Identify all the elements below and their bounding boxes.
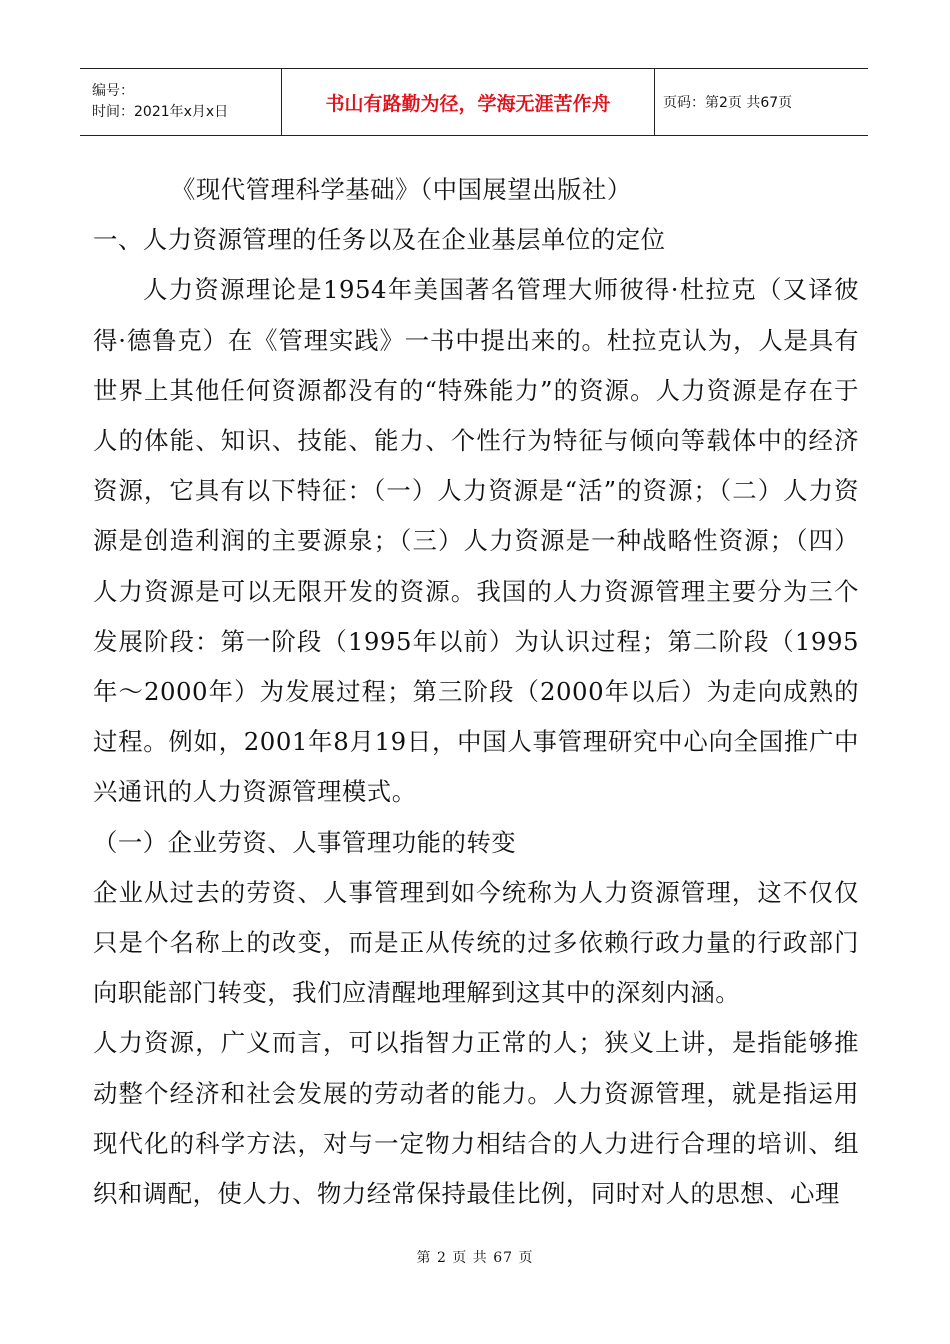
paragraph-2: 企业从过去的劳资、人事管理到如今统称为人力资源管理，这不仅仅只是个名称上的改变，而是正从传统的过多依赖行政力量的行政部门向职能部门转变，我们应清醒地理解到这其中的深刻内涵。 bbox=[93, 877, 859, 1008]
footer-page-number: 第 2 页 共 67 页 bbox=[416, 1250, 534, 1266]
page-header bbox=[80, 68, 868, 136]
motto-text: 书山有路勤为径，学海无涯苦作舟 bbox=[325, 92, 611, 115]
header-page-info bbox=[655, 69, 868, 135]
document-date: 时间：2021年x月x日 bbox=[92, 104, 229, 120]
document-number-label: 编号： bbox=[92, 83, 134, 99]
paragraph-1: 人力资源理论是1954年美国著名管理大师彼得·杜拉克（又译彼得·德鲁克）在《管理实践》一书中提出来的。杜拉克认为，人是具有世界上其他任何资源都没有的“特殊能力”的资源。人力资源是存在于人的体能、知识、技能、能力、个性行为特征与倾向等载体中的经济资源，它具有以下特征：（一）人力资源是“活”的资源；（二）人力资源是创造利润的主要源泉；（三）人力资源是一种战略性资源；（四）人力资源是可以无限开发的资源。我国的人力资源管理主要分为三个发展阶段：第一阶段（1995年以前）为认识过程；第二阶段（1995年～2000年）为发展过程；第三阶段（2000年以后）为走向成熟的过程。例如，2001年8月19日，中国人事管理研究中心向全国推广中兴通讯的人力资源管理模式。 bbox=[93, 275, 859, 807]
paragraph-3: 人力资源，广义而言，可以指智力正常的人；狭义上讲，是指能够推动整个经济和社会发展的劳动者的能力。人力资源管理，就是指运用现代化的科学方法，对与一定物力相结合的人力进行合理的培训、组织和调配，使人力、物力经常保持最佳比例，同时对人的思想、心理 bbox=[93, 1028, 859, 1209]
header-meta bbox=[80, 69, 282, 135]
section-heading: 一、人力资源管理的任务以及在企业基层单位的定位 bbox=[93, 225, 666, 255]
page-info-text: 页码：第2页 共67页 bbox=[663, 95, 793, 111]
page-footer bbox=[0, 1247, 950, 1267]
header-motto bbox=[282, 69, 655, 135]
document-body bbox=[93, 165, 859, 1219]
book-title: 《现代管理科学基础》（中国展望出版社） bbox=[171, 175, 632, 204]
subheading-1: （一）企业劳资、人事管理功能的转变 bbox=[93, 827, 517, 857]
